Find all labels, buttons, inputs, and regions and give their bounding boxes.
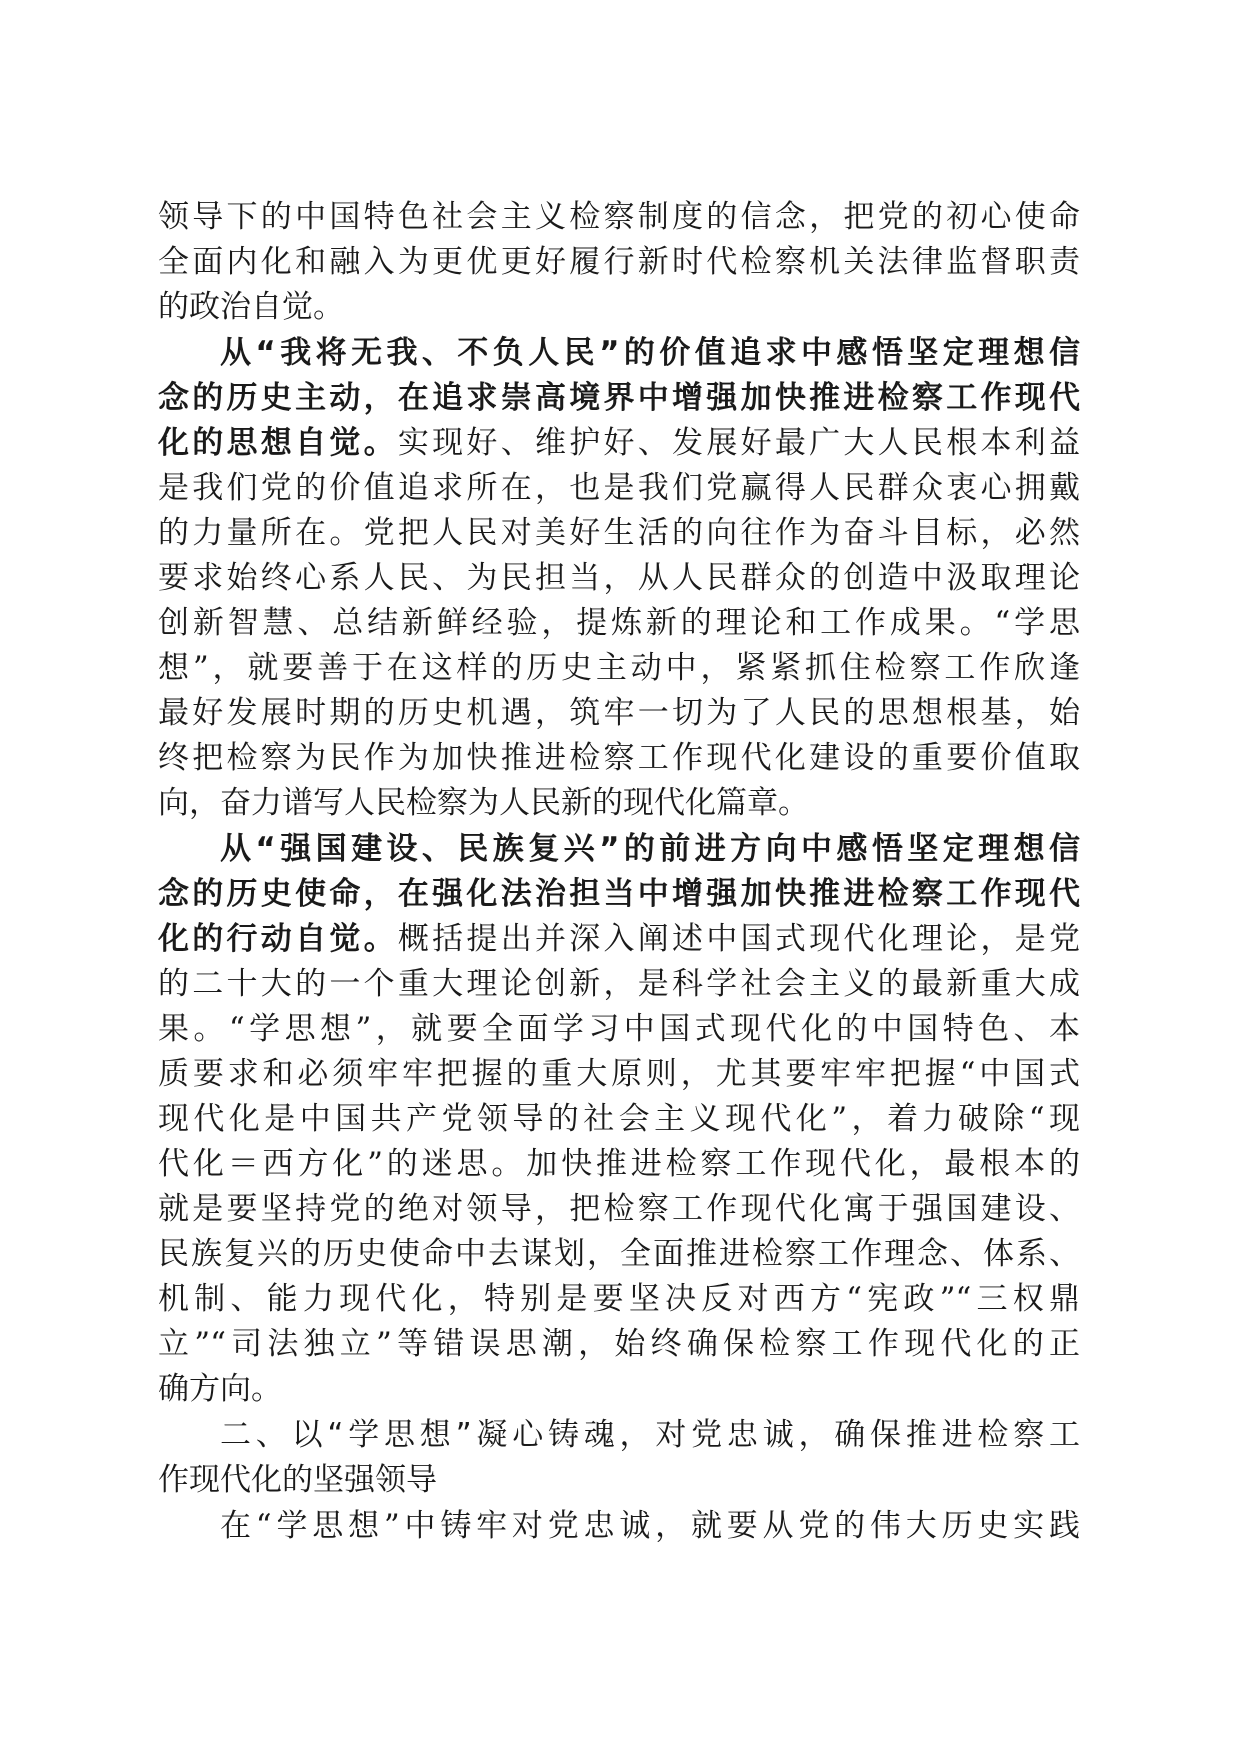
bold-lead-text: 化的思想自觉。 [158,425,398,461]
paragraph-1 [158,195,1080,330]
bold-lead-line: 念的历史主动，在追求崇高境界中增强加快推进检察工作现代 [158,380,1080,416]
text-line [158,421,1080,466]
heading-line: 作现代化的坚强领导 [158,1462,437,1498]
paragraph-3 [158,827,1080,1412]
text-line [158,917,1080,962]
bold-lead-line: 念的历史使命，在强化法治担当中增强加快推进检察工作现代 [158,876,1080,912]
text-line: 就是要坚持党的绝对领导，把检察工作现代化寓于强国建设、 [158,1191,1080,1227]
paragraph-4 [158,1504,1080,1549]
text-line: 想”，就要善于在这样的历史主动中，紧紧抓住检察工作欣逢 [158,650,1080,686]
text-line: 要求始终心系人民、为民担当，从人民群众的创造中汲取理论 [158,560,1080,596]
text-line: 的政治自觉。 [158,289,344,325]
document-page [158,195,1080,1550]
text-line: 确方向。 [158,1371,282,1407]
bold-lead-line: 从“强国建设、民族复兴”的前进方向中感悟坚定理想信 [220,831,1080,867]
text-line: 的力量所在。党把人民对美好生活的向往作为奋斗目标，必然 [158,515,1080,551]
text-line: 的二十大的一个重大理论创新，是科学社会主义的最新重大成 [158,966,1080,1002]
text-line: 质要求和必须牢牢把握的重大原则，尤其要牢牢把握“中国式 [158,1056,1080,1092]
text-line: 在“学思想”中铸牢对党忠诚，就要从党的伟大历史实践 [220,1508,1080,1544]
text-line: 是我们党的价值追求所在，也是我们党赢得人民群众衷心拥戴 [158,470,1080,506]
text-line: 代化＝西方化”的迷思。加快推进检察工作现代化，最根本的 [158,1146,1080,1182]
text-line: 向，奋力谱写人民检察为人民新的现代化篇章。 [158,785,809,821]
text-line: 领导下的中国特色社会主义检察制度的信念，把党的初心使命 [158,199,1080,235]
section-heading [158,1413,1080,1503]
text-line: 全面内化和融入为更优更好履行新时代检察机关法律监督职责 [158,244,1080,280]
body-text: 实现好、维护好、发展好最广大人民根本利益 [397,425,1081,461]
text-line: 机制、能力现代化，特别是要坚决反对西方“宪政”“三权鼎 [158,1281,1080,1317]
text-line: 现代化是中国共产党领导的社会主义现代化”，着力破除“现 [158,1101,1080,1137]
heading-line: 二、以“学思想”凝心铸魂，对党忠诚，确保推进检察工 [220,1417,1080,1453]
paragraph-2 [158,331,1080,826]
text-line: 创新智慧、总结新鲜经验，提炼新的理论和工作成果。“学思 [158,605,1080,641]
text-line: 最好发展时期的历史机遇，筑牢一切为了人民的思想根基，始 [158,695,1080,731]
body-text: 概括提出并深入阐述中国式现代化理论，是党 [397,921,1081,957]
bold-lead-text: 化的行动自觉。 [158,921,398,957]
text-line: 立”“司法独立”等错误思潮，始终确保检察工作现代化的正 [158,1326,1080,1362]
text-line: 民族复兴的历史使命中去谋划，全面推进检察工作理念、体系、 [158,1236,1080,1272]
bold-lead-line: 从“我将无我、不负人民”的价值追求中感悟坚定理想信 [220,335,1080,371]
text-line: 果。“学思想”，就要全面学习中国式现代化的中国特色、本 [158,1011,1080,1047]
text-line: 终把检察为民作为加快推进检察工作现代化建设的重要价值取 [158,740,1080,776]
